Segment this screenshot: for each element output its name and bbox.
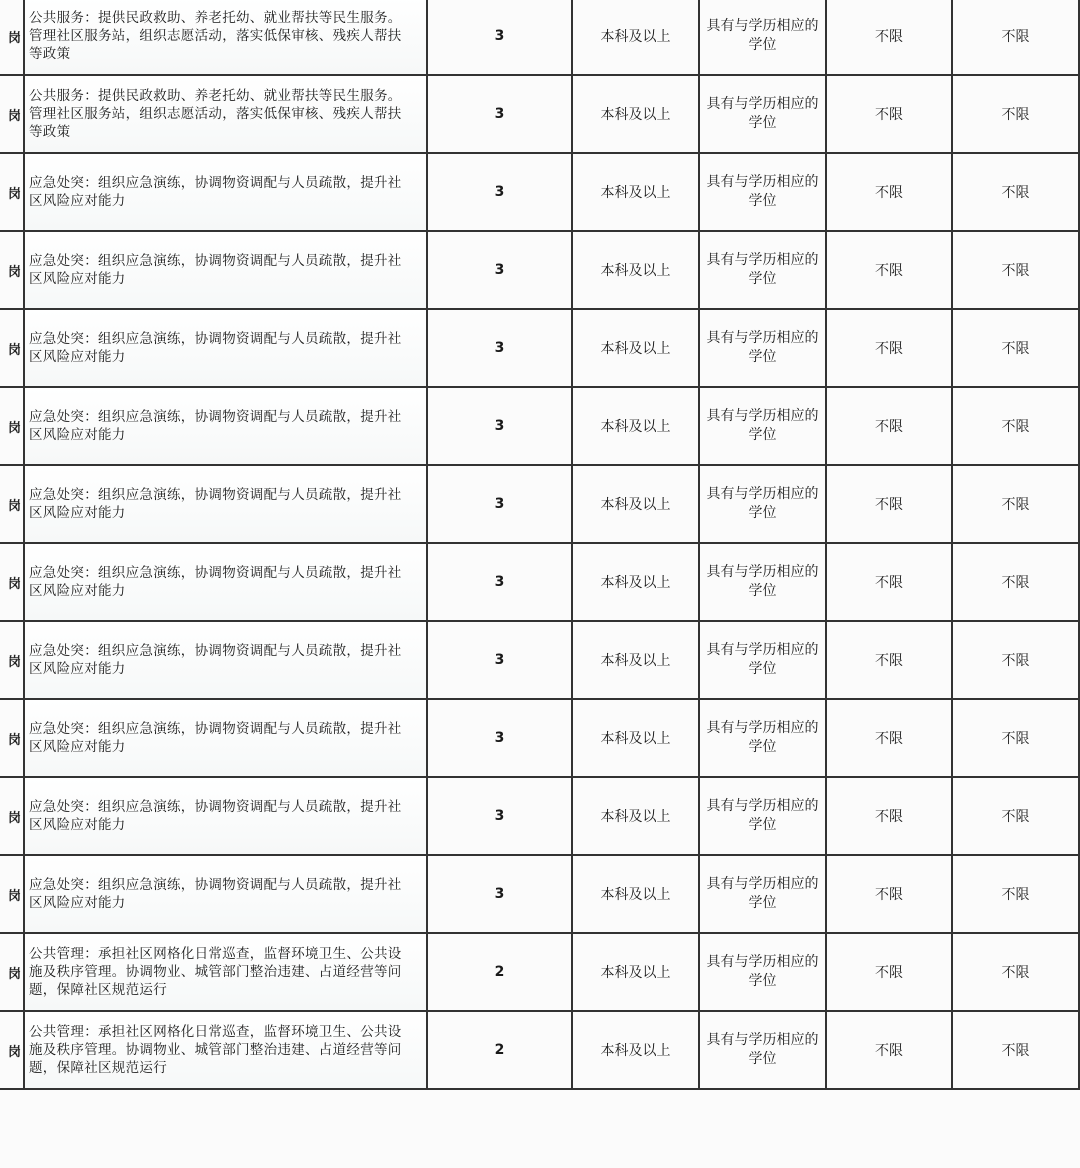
other-requirement-cell: 不限 xyxy=(952,231,1079,309)
degree-text: 具有与学历相应的学位 xyxy=(706,252,819,287)
degree-cell xyxy=(699,153,826,231)
table-row xyxy=(0,933,1079,1011)
degree-text: 具有与学历相应的学位 xyxy=(706,96,819,131)
degree-cell xyxy=(699,465,826,543)
headcount-cell: 3 xyxy=(427,309,572,387)
post-cell: 岗 xyxy=(0,465,24,543)
degree-text: 具有与学历相应的学位 xyxy=(706,642,819,677)
table-row xyxy=(0,621,1079,699)
table-row xyxy=(0,1011,1079,1089)
duty-description-cell: 应急处突：组织应急演练，协调物资调配与人员疏散，提升社区风险应对能力 xyxy=(24,855,427,933)
post-cell: 岗 xyxy=(0,1011,24,1089)
age-cell: 不限 xyxy=(826,543,952,621)
age-cell: 不限 xyxy=(826,0,952,75)
age-cell: 不限 xyxy=(826,933,952,1011)
headcount-cell: 3 xyxy=(427,621,572,699)
education-cell: 本科及以上 xyxy=(572,1011,699,1089)
post-cell: 岗 xyxy=(0,933,24,1011)
degree-text: 具有与学历相应的学位 xyxy=(706,876,819,911)
duty-description-cell: 公共管理：承担社区网格化日常巡查，监督环境卫生、公共设施及秩序管理。协调物业、城管部门整治违建、占道经营等问题，保障社区规范运行 xyxy=(24,1011,427,1089)
other-requirement-cell: 不限 xyxy=(952,387,1079,465)
degree-cell xyxy=(699,231,826,309)
duty-description-cell: 应急处突：组织应急演练，协调物资调配与人员疏散，提升社区风险应对能力 xyxy=(24,543,427,621)
other-requirement-cell: 不限 xyxy=(952,75,1079,153)
other-requirement-cell: 不限 xyxy=(952,777,1079,855)
degree-cell xyxy=(699,543,826,621)
headcount-cell: 3 xyxy=(427,153,572,231)
education-cell: 本科及以上 xyxy=(572,777,699,855)
headcount-cell: 2 xyxy=(427,1011,572,1089)
degree-text: 具有与学历相应的学位 xyxy=(706,174,819,209)
post-cell: 岗 xyxy=(0,75,24,153)
degree-cell xyxy=(699,777,826,855)
duty-description-cell: 应急处突：组织应急演练，协调物资调配与人员疏散，提升社区风险应对能力 xyxy=(24,699,427,777)
table-row xyxy=(0,699,1079,777)
degree-cell xyxy=(699,621,826,699)
post-cell: 岗 xyxy=(0,621,24,699)
other-requirement-cell: 不限 xyxy=(952,855,1079,933)
post-cell: 岗 xyxy=(0,309,24,387)
education-cell: 本科及以上 xyxy=(572,387,699,465)
education-cell: 本科及以上 xyxy=(572,621,699,699)
post-cell: 岗 xyxy=(0,777,24,855)
post-cell: 岗 xyxy=(0,855,24,933)
degree-cell xyxy=(699,855,826,933)
post-cell: 岗 xyxy=(0,153,24,231)
education-cell: 本科及以上 xyxy=(572,543,699,621)
degree-text: 具有与学历相应的学位 xyxy=(706,1032,819,1067)
degree-text: 具有与学历相应的学位 xyxy=(706,798,819,833)
degree-cell xyxy=(699,1011,826,1089)
degree-cell xyxy=(699,387,826,465)
age-cell: 不限 xyxy=(826,621,952,699)
degree-cell xyxy=(699,75,826,153)
education-cell: 本科及以上 xyxy=(572,75,699,153)
age-cell: 不限 xyxy=(826,1011,952,1089)
headcount-cell: 3 xyxy=(427,231,572,309)
post-cell: 岗 xyxy=(0,387,24,465)
duty-description-cell: 应急处突：组织应急演练，协调物资调配与人员疏散，提升社区风险应对能力 xyxy=(24,465,427,543)
other-requirement-cell: 不限 xyxy=(952,699,1079,777)
other-requirement-cell: 不限 xyxy=(952,933,1079,1011)
age-cell: 不限 xyxy=(826,387,952,465)
degree-text: 具有与学历相应的学位 xyxy=(706,408,819,443)
other-requirement-cell: 不限 xyxy=(952,465,1079,543)
education-cell: 本科及以上 xyxy=(572,699,699,777)
degree-cell xyxy=(699,933,826,1011)
degree-text: 具有与学历相应的学位 xyxy=(706,18,819,53)
age-cell: 不限 xyxy=(826,231,952,309)
headcount-cell: 3 xyxy=(427,0,572,75)
table-row xyxy=(0,855,1079,933)
degree-text: 具有与学历相应的学位 xyxy=(706,954,819,989)
age-cell: 不限 xyxy=(826,75,952,153)
education-cell: 本科及以上 xyxy=(572,0,699,75)
duty-description-cell: 应急处突：组织应急演练，协调物资调配与人员疏散，提升社区风险应对能力 xyxy=(24,231,427,309)
other-requirement-cell: 不限 xyxy=(952,309,1079,387)
degree-text: 具有与学历相应的学位 xyxy=(706,564,819,599)
table-row xyxy=(0,75,1079,153)
other-requirement-cell: 不限 xyxy=(952,153,1079,231)
degree-cell xyxy=(699,0,826,75)
age-cell: 不限 xyxy=(826,153,952,231)
duty-description-cell: 应急处突：组织应急演练，协调物资调配与人员疏散，提升社区风险应对能力 xyxy=(24,153,427,231)
education-cell: 本科及以上 xyxy=(572,231,699,309)
table-row xyxy=(0,777,1079,855)
post-cell: 岗 xyxy=(0,543,24,621)
education-cell: 本科及以上 xyxy=(572,309,699,387)
headcount-cell: 3 xyxy=(427,75,572,153)
degree-text: 具有与学历相应的学位 xyxy=(706,486,819,521)
degree-text: 具有与学历相应的学位 xyxy=(706,330,819,365)
degree-text: 具有与学历相应的学位 xyxy=(706,720,819,755)
degree-cell xyxy=(699,699,826,777)
headcount-cell: 3 xyxy=(427,699,572,777)
other-requirement-cell: 不限 xyxy=(952,543,1079,621)
other-requirement-cell: 不限 xyxy=(952,1011,1079,1089)
headcount-cell: 3 xyxy=(427,387,572,465)
duty-description-cell: 应急处突：组织应急演练，协调物资调配与人员疏散，提升社区风险应对能力 xyxy=(24,387,427,465)
age-cell: 不限 xyxy=(826,855,952,933)
headcount-cell: 3 xyxy=(427,777,572,855)
age-cell: 不限 xyxy=(826,777,952,855)
headcount-cell: 3 xyxy=(427,543,572,621)
other-requirement-cell: 不限 xyxy=(952,621,1079,699)
duty-description-cell: 公共服务：提供民政救助、养老托幼、就业帮扶等民生服务。管理社区服务站，组织志愿活动，落实低保审核、残疾人帮扶等政策 xyxy=(24,0,427,75)
duty-description-cell: 公共服务：提供民政救助、养老托幼、就业帮扶等民生服务。管理社区服务站，组织志愿活动，落实低保审核、残疾人帮扶等政策 xyxy=(24,75,427,153)
age-cell: 不限 xyxy=(826,309,952,387)
education-cell: 本科及以上 xyxy=(572,465,699,543)
post-cell: 岗 xyxy=(0,231,24,309)
table-row xyxy=(0,309,1079,387)
duty-description-cell: 公共管理：承担社区网格化日常巡查，监督环境卫生、公共设施及秩序管理。协调物业、城管部门整治违建、占道经营等问题，保障社区规范运行 xyxy=(24,933,427,1011)
post-cell: 岗 xyxy=(0,699,24,777)
age-cell: 不限 xyxy=(826,465,952,543)
table-row xyxy=(0,543,1079,621)
age-cell: 不限 xyxy=(826,699,952,777)
table-row xyxy=(0,231,1079,309)
education-cell: 本科及以上 xyxy=(572,933,699,1011)
table-row xyxy=(0,0,1079,75)
education-cell: 本科及以上 xyxy=(572,855,699,933)
education-cell: 本科及以上 xyxy=(572,153,699,231)
degree-cell xyxy=(699,309,826,387)
headcount-cell: 3 xyxy=(427,465,572,543)
table-row xyxy=(0,465,1079,543)
duty-description-cell: 应急处突：组织应急演练，协调物资调配与人员疏散，提升社区风险应对能力 xyxy=(24,777,427,855)
headcount-cell: 3 xyxy=(427,855,572,933)
post-cell: 岗 xyxy=(0,0,24,75)
other-requirement-cell: 不限 xyxy=(952,0,1079,75)
table-row xyxy=(0,153,1079,231)
headcount-cell: 2 xyxy=(427,933,572,1011)
duty-description-cell: 应急处突：组织应急演练，协调物资调配与人员疏散，提升社区风险应对能力 xyxy=(24,621,427,699)
table-row xyxy=(0,387,1079,465)
duty-description-cell: 应急处突：组织应急演练，协调物资调配与人员疏散，提升社区风险应对能力 xyxy=(24,309,427,387)
